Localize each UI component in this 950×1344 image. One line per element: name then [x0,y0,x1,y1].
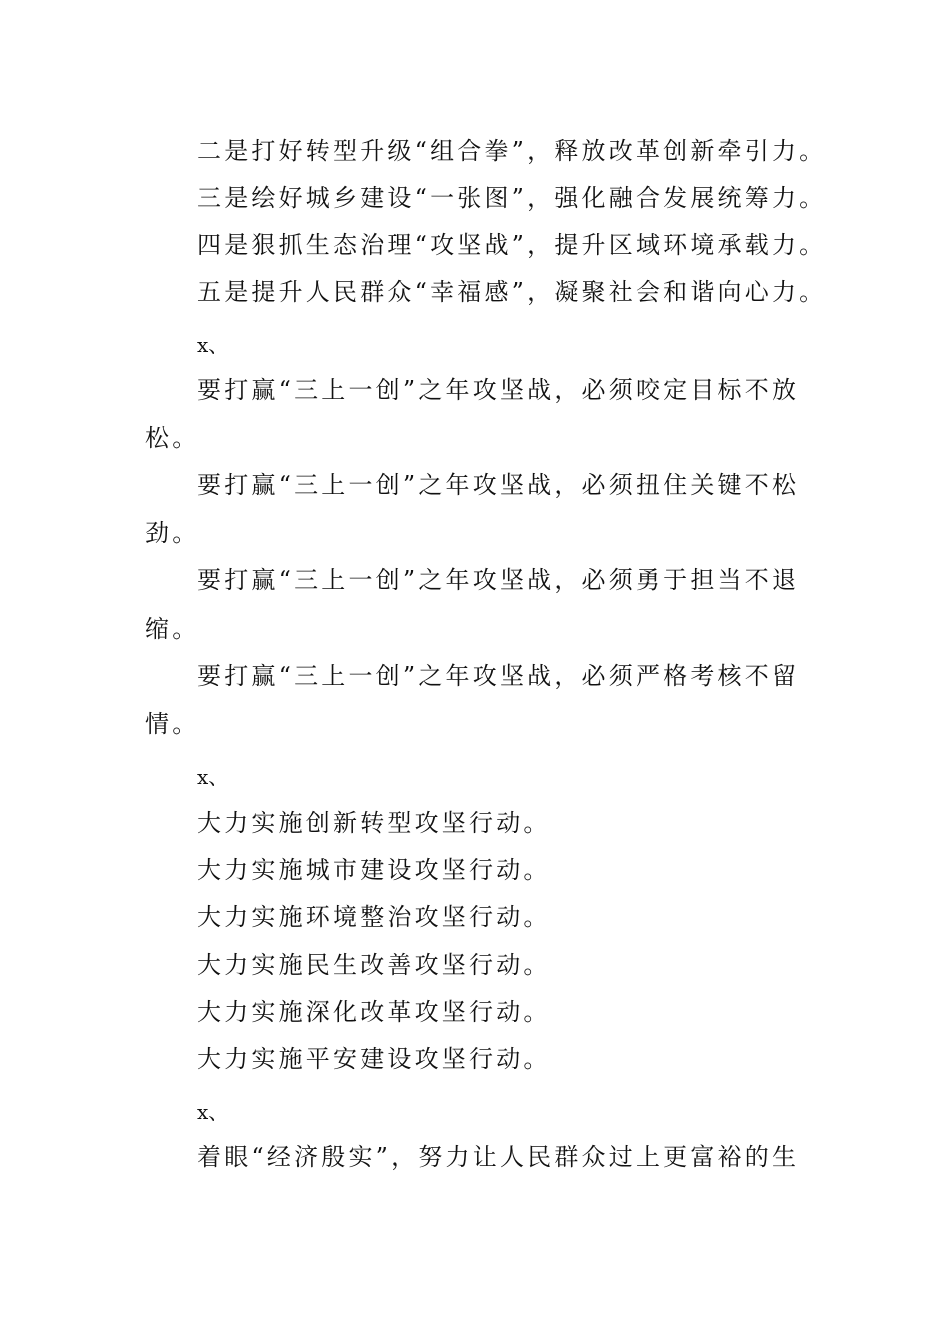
paragraph-line: 松。 [145,424,200,452]
paragraph-line: 要打赢“三上一创”之年攻坚战，必须勇于担当不退 [197,566,800,594]
paragraph-line: 大力实施创新转型攻坚行动。 [197,809,551,837]
paragraph-line: 大力实施平安建设攻坚行动。 [197,1045,551,1073]
paragraph-line: 大力实施民生改善攻坚行动。 [197,951,551,979]
section-marker: x、 [197,1100,229,1124]
paragraph-line: 要打赢“三上一创”之年攻坚战，必须扭住关键不松 [197,471,800,499]
section-marker: x、 [197,333,229,357]
paragraph-line: 五是提升人民群众“幸福感”，凝聚社会和谐向心力。 [197,278,827,306]
paragraph-line: 缩。 [145,615,200,643]
section-marker: x、 [197,765,229,789]
paragraph-line: 大力实施环境整治攻坚行动。 [197,903,551,931]
paragraph-line: 四是狠抓生态治理“攻坚战”，提升区域环境承载力。 [197,231,827,259]
paragraph-line: 大力实施深化改革攻坚行动。 [197,998,551,1026]
paragraph-line: 劲。 [145,519,200,547]
paragraph-line: 三是绘好城乡建设“一张图”，强化融合发展统筹力。 [197,184,827,212]
paragraph-line: 情。 [145,710,200,738]
paragraph-line: 要打赢“三上一创”之年攻坚战，必须咬定目标不放 [197,376,800,404]
paragraph-line: 着眼“经济殷实”，努力让人民群众过上更富裕的生 [197,1143,800,1171]
paragraph-line: 大力实施城市建设攻坚行动。 [197,856,551,884]
paragraph-line: 要打赢“三上一创”之年攻坚战，必须严格考核不留 [197,662,800,690]
paragraph-line: 二是打好转型升级“组合拳”，释放改革创新牵引力。 [197,137,827,165]
